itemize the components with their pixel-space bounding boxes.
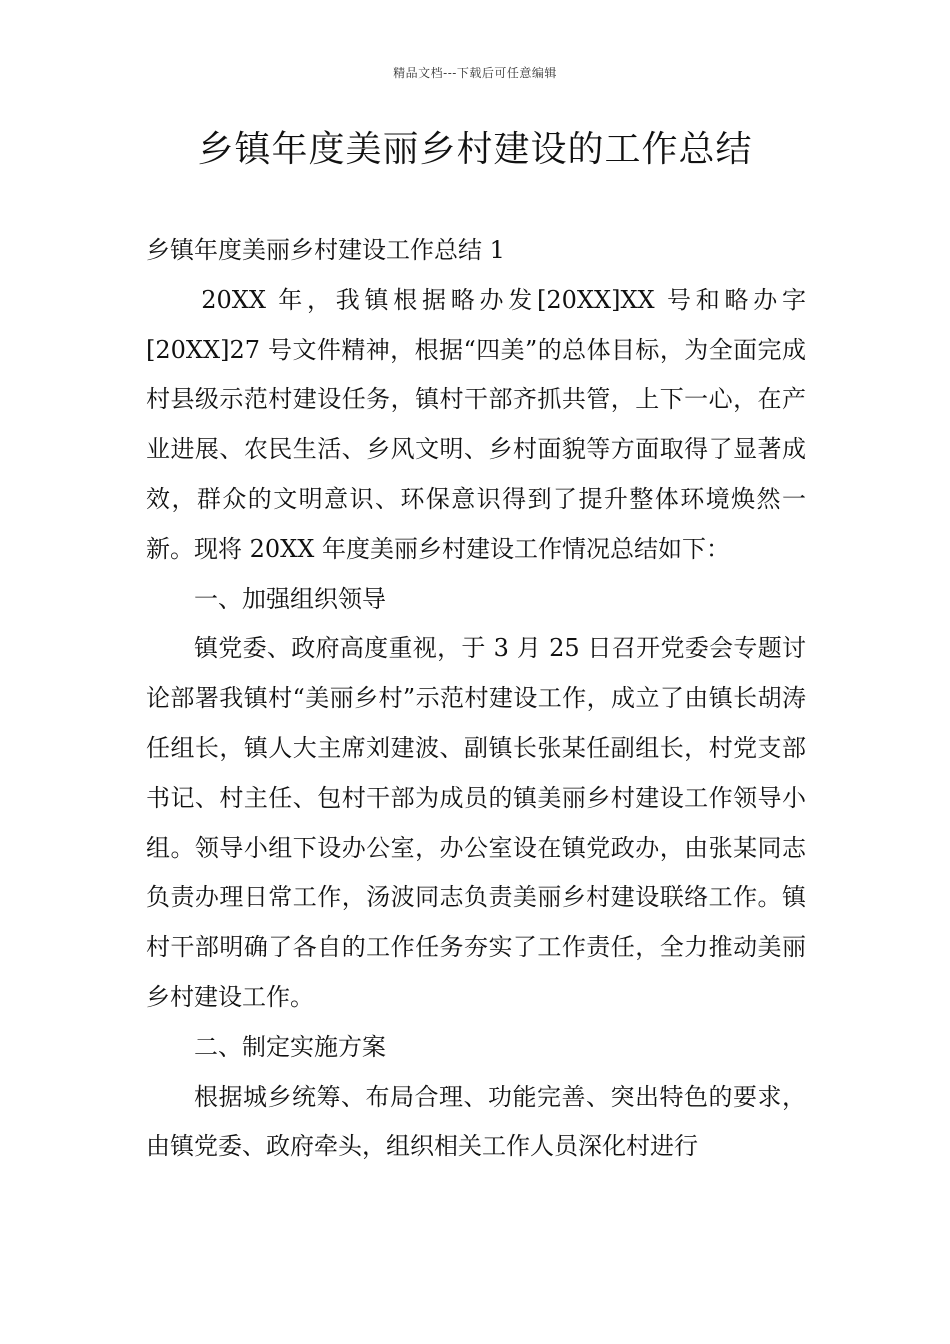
document-body [146, 226, 806, 1172]
section-heading-2: 二、制定实施方案 [194, 1032, 386, 1061]
paragraph-plan: 根据城乡统筹、布局合理、功能完善、突出特色的要求，由镇党委、政府牵头，组织相关工作人员深化村进行 [146, 1082, 806, 1161]
paragraph-intro: 20XX 年，我镇根据略办发[20XX]XX 号和略办字[20XX]27 号文件精神，根据“四美”的总体目标，为全面完成村县级示范村建设任务，镇村干部齐抓共管，上下一心，在产业进展、农民生活、乡风文明、乡村面貌等方面取得了显著成效，群众的文明意识、环保意识得到了提升整体环境焕然一新。现将 20XX 年度美丽乡村建设工作情况总结如下： [146, 285, 806, 563]
document-subtitle: 乡镇年度美丽乡村建设工作总结 1 [146, 236, 505, 264]
document-title: 乡镇年度美丽乡村建设的工作总结 [197, 129, 753, 170]
paragraph-organization: 镇党委、政府高度重视，于 3 月 25 日召开党委会专题讨论部署我镇村“美丽乡村”示范村建设工作，成立了由镇长胡涛任组长，镇人大主席刘建波、副镇长张某任副组长，村党支部书记、村主任、包村干部为成员的镇美丽乡村建设工作领导小组。领导小组下设办公室，办公室设在镇党政办，由张某同志负责办理日常工作，汤波同志负责美丽乡村建设联络工作。镇村干部明确了各自的工作任务夯实了工作责任，全力推动美丽乡村建设工作。 [146, 634, 806, 1011]
section-heading-1: 一、加强组织领导 [194, 584, 386, 613]
page-header-note: 精品文档---下载后可任意编辑 [393, 66, 557, 80]
